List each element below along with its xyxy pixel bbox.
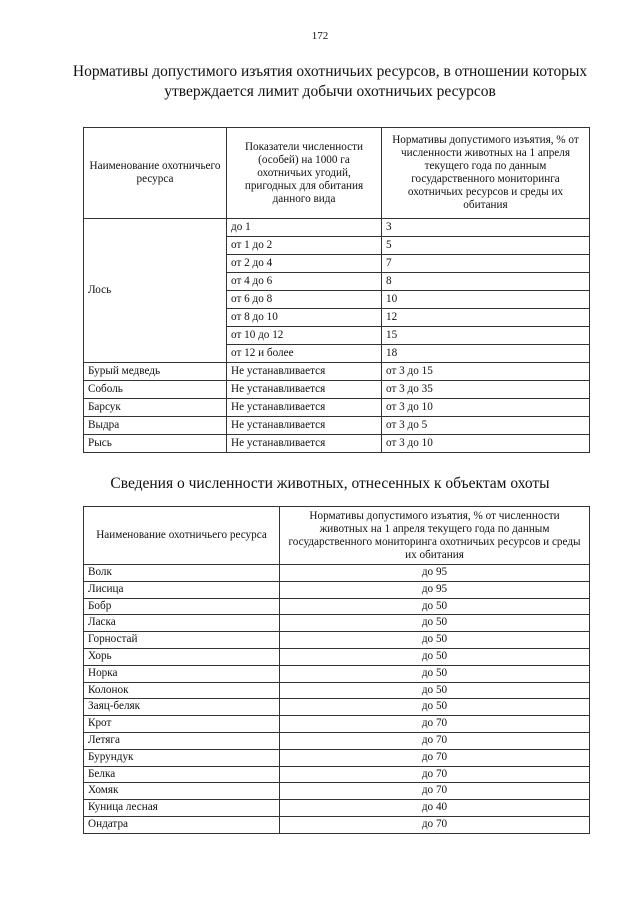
- resource-name-cell: Крот: [84, 716, 280, 733]
- norm-cell: от 3 до 15: [382, 363, 590, 381]
- norm-cell: до 70: [280, 816, 590, 833]
- density-cell: от 1 до 2: [227, 237, 382, 255]
- resource-name-cell: Хомяк: [84, 783, 280, 800]
- norm-cell: до 50: [280, 632, 590, 649]
- table-header-row: [84, 507, 590, 565]
- table-row: [84, 632, 590, 649]
- resource-name-cell: Куница лесная: [84, 800, 280, 817]
- norm-cell: 12: [382, 309, 590, 327]
- table-row: [84, 716, 590, 733]
- norm-cell: до 70: [280, 783, 590, 800]
- table-row: [84, 219, 590, 237]
- norm-cell: до 70: [280, 749, 590, 766]
- resource-name-cell: Выдра: [84, 417, 227, 435]
- resource-name-cell: Волк: [84, 565, 280, 582]
- table-row: [84, 615, 590, 632]
- density-cell: Не устанавливается: [227, 417, 382, 435]
- norm-cell: от 3 до 10: [382, 435, 590, 453]
- table-row: [84, 648, 590, 665]
- table-row: [84, 732, 590, 749]
- density-cell: Не устанавливается: [227, 381, 382, 399]
- hunting-limits-table: [83, 127, 590, 453]
- resource-name-cell: Норка: [84, 665, 280, 682]
- norm-cell: 8: [382, 273, 590, 291]
- table-row: [84, 800, 590, 817]
- density-cell: Не устанавливается: [227, 435, 382, 453]
- header-norm: Нормативы допустимого изъятия, % от численности животных на 1 апреля текущего года по данным государственного мониторинга охотничьих ресурсов и среды их обитания: [382, 128, 590, 219]
- resource-name-cell: Ондатра: [84, 816, 280, 833]
- table-row: [84, 581, 590, 598]
- table-row: [84, 417, 590, 435]
- norm-cell: до 50: [280, 615, 590, 632]
- norm-cell: до 50: [280, 699, 590, 716]
- table-row: [84, 749, 590, 766]
- resource-name-cell: Колонок: [84, 682, 280, 699]
- norm-cell: от 3 до 35: [382, 381, 590, 399]
- resource-name-cell: Лось: [84, 219, 227, 363]
- header-resource-name: Наименование охотничьего ресурса: [84, 128, 227, 219]
- table-row: [84, 399, 590, 417]
- header-norm: Нормативы допустимого изъятия, % от численности животных на 1 апреля текущего года по данным государственного мониторинга охотничьих ресурсов и среды их обитания: [280, 507, 590, 565]
- section2-title: Сведения о численности животных, отнесенных к объектам охоты: [110, 475, 550, 492]
- norm-cell: до 50: [280, 598, 590, 615]
- header-density: Показатели численности (особей) на 1000 га охотничьих угодий, пригодных для обитания данного вида: [227, 128, 382, 219]
- norm-cell: 15: [382, 327, 590, 345]
- resource-name-cell: Хорь: [84, 648, 280, 665]
- density-cell: от 8 до 10: [227, 309, 382, 327]
- table-row: [84, 816, 590, 833]
- norm-cell: от 3 до 10: [382, 399, 590, 417]
- table-row: [84, 665, 590, 682]
- density-cell: Не устанавливается: [227, 363, 382, 381]
- resource-name-cell: Рысь: [84, 435, 227, 453]
- table-row: [84, 783, 590, 800]
- norm-cell: до 40: [280, 800, 590, 817]
- resource-name-cell: Барсук: [84, 399, 227, 417]
- density-cell: от 12 и более: [227, 345, 382, 363]
- norm-cell: до 50: [280, 665, 590, 682]
- norm-cell: до 70: [280, 732, 590, 749]
- density-cell: до 1: [227, 219, 382, 237]
- norm-cell: 5: [382, 237, 590, 255]
- resource-name-cell: Заяц-беляк: [84, 699, 280, 716]
- norm-cell: до 70: [280, 766, 590, 783]
- density-cell: Не устанавливается: [227, 399, 382, 417]
- resource-name-cell: Ласка: [84, 615, 280, 632]
- resource-name-cell: Бурый медведь: [84, 363, 227, 381]
- norm-cell: 7: [382, 255, 590, 273]
- resource-name-cell: Лисица: [84, 581, 280, 598]
- resource-name-cell: Бурундук: [84, 749, 280, 766]
- animal-population-table: [83, 506, 590, 834]
- resource-name-cell: Летяга: [84, 732, 280, 749]
- table-body: [84, 565, 590, 834]
- norm-cell: 3: [382, 219, 590, 237]
- header-resource-name: Наименование охотничьего ресурса: [84, 507, 280, 565]
- table-row: [84, 682, 590, 699]
- norm-cell: 10: [382, 291, 590, 309]
- density-cell: от 10 до 12: [227, 327, 382, 345]
- density-cell: от 2 до 4: [227, 255, 382, 273]
- norm-cell: до 50: [280, 682, 590, 699]
- table-row: [84, 565, 590, 582]
- resource-name-cell: Бобр: [84, 598, 280, 615]
- page-number: 172: [311, 30, 329, 42]
- table-row: [84, 435, 590, 453]
- density-cell: от 4 до 6: [227, 273, 382, 291]
- density-cell: от 6 до 8: [227, 291, 382, 309]
- norm-cell: до 95: [280, 565, 590, 582]
- table-row: [84, 381, 590, 399]
- table-body: [84, 219, 590, 453]
- norm-cell: 18: [382, 345, 590, 363]
- resource-name-cell: Горностай: [84, 632, 280, 649]
- norm-cell: до 50: [280, 648, 590, 665]
- norm-cell: от 3 до 5: [382, 417, 590, 435]
- norm-cell: до 95: [280, 581, 590, 598]
- table-row: [84, 363, 590, 381]
- resource-name-cell: Соболь: [84, 381, 227, 399]
- table-row: [84, 699, 590, 716]
- norm-cell: до 70: [280, 716, 590, 733]
- table-row: [84, 598, 590, 615]
- table-row: [84, 766, 590, 783]
- section1-title: Нормативы допустимого изъятия охотничьих ресурсов, в отношении которых утверждается лимит добычи охотничьих ресурсов: [72, 63, 588, 100]
- resource-name-cell: Белка: [84, 766, 280, 783]
- table-header-row: [84, 128, 590, 219]
